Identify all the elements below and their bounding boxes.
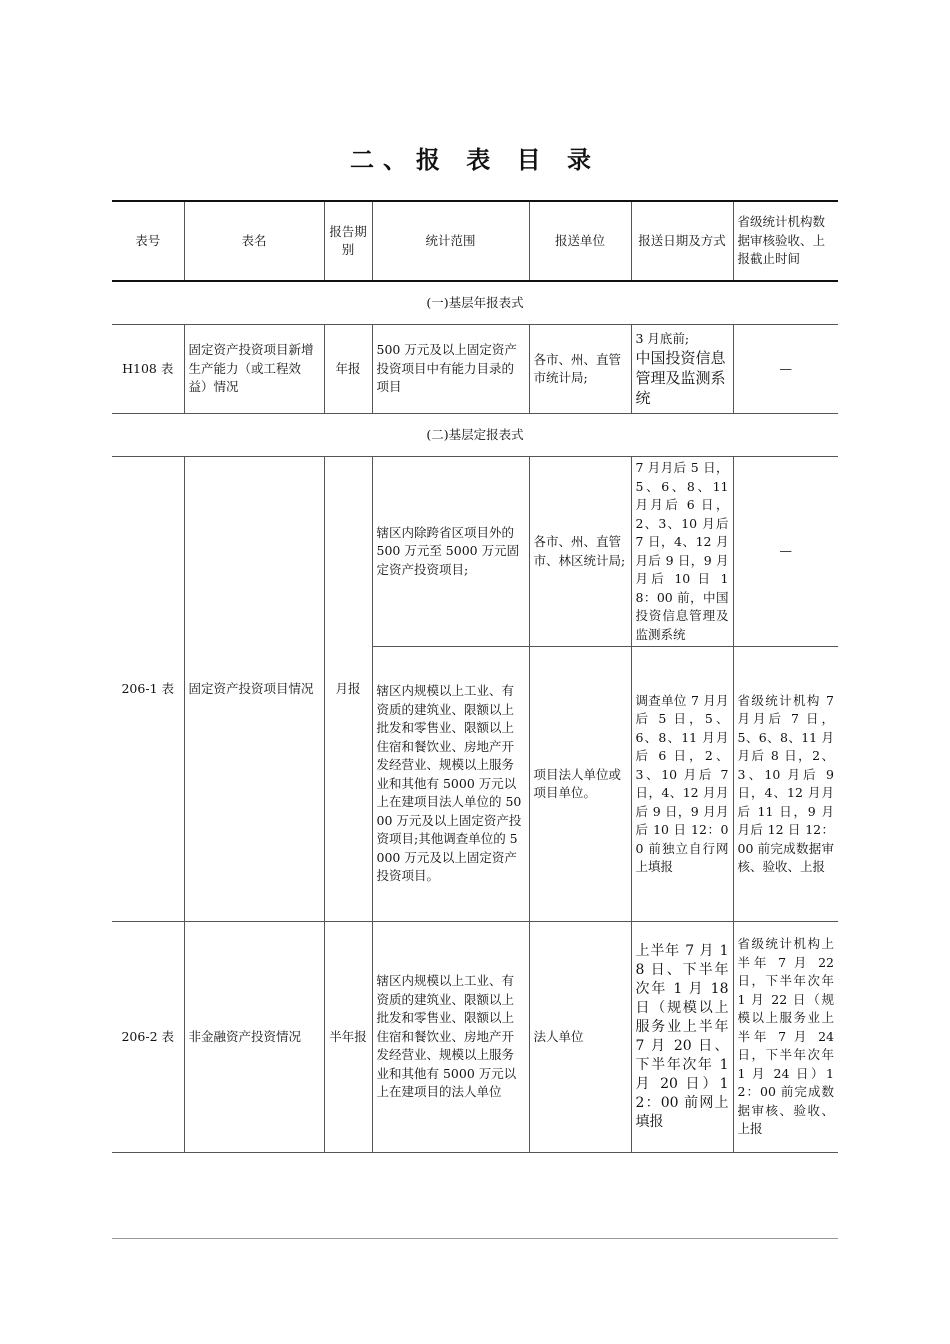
cell-period: 半年报 bbox=[324, 922, 372, 1153]
cell-review: — bbox=[733, 325, 838, 414]
header-review: 省级统计机构数据审核验收、上报截止时间 bbox=[733, 201, 838, 281]
cell-date bbox=[631, 325, 733, 414]
cell-date: 7 月月后 5 日，5、6、8、11 月月后 6 日，2、3、10 月后 7 日，4、12 月月后 9 日，9 月月后 10 日 18：00 前，中国投资信息管理及监测系统 bbox=[631, 457, 733, 647]
section-row-annual bbox=[112, 281, 838, 325]
cell-unit: 各市、州、直管市、林区统计局; bbox=[529, 457, 631, 647]
cell-review: — bbox=[733, 457, 838, 647]
cell-period: 月报 bbox=[324, 457, 372, 922]
cell-scope: 辖区内规模以上工业、有资质的建筑业、限额以上批发和零售业、限额以上住宿和餐饮业、房地产开发经营业、规模以上服务业和其他有 5000 万元以上在建项目法人单位的 5000 万元及以上固定资产投资项目;其他调查单位的 5000 万元及以上固定资产投资项目。 bbox=[372, 647, 529, 922]
cell-code: H108 表 bbox=[112, 325, 184, 414]
page-title: 二、报 表 目 录 bbox=[349, 146, 601, 174]
header-period: 报告期别 bbox=[324, 201, 372, 281]
cell-name: 非金融资产投资情况 bbox=[184, 922, 324, 1153]
table-header-row bbox=[112, 201, 838, 281]
cell-period: 年报 bbox=[324, 325, 372, 414]
cell-unit: 项目法人单位或项目单位。 bbox=[529, 647, 631, 922]
header-name: 表名 bbox=[184, 201, 324, 281]
section-title-annual: (一)基层年报表式 bbox=[112, 281, 838, 325]
cell-unit: 各市、州、直管市统计局; bbox=[529, 325, 631, 414]
section-row-regular bbox=[112, 414, 838, 457]
cell-scope: 辖区内规模以上工业、有资质的建筑业、限额以上批发和零售业、限额以上住宿和餐饮业、房地产开发经营业、规模以上服务业和其他有 5000 万元以上在建项目的法人单位 bbox=[372, 922, 529, 1153]
header-code: 表号 bbox=[112, 201, 184, 281]
cell-scope: 500 万元及以上固定资产投资项目中有能力目录的项目 bbox=[372, 325, 529, 414]
header-unit: 报送单位 bbox=[529, 201, 631, 281]
cell-date: 调查单位 7 月月后 5 日，5、6、8、11 月月后 6 日，2、3、10 月后 7 日，4、12 月月后 9 日，9 月月后 10 日 12：00 前独立自行网上填报 bbox=[631, 647, 733, 922]
report-catalog-table bbox=[112, 200, 838, 1153]
cell-code: 206-2 表 bbox=[112, 922, 184, 1153]
cell-review: 省级统计机构上半年 7 月 22 日，下半年次年 1 月 22 日（规模以上服务业上半年 7 月 24 日，下半年次年 1 月 24 日）12：00 前完成数据审核、验收、上报 bbox=[733, 922, 838, 1153]
cell-scope: 辖区内除跨省区项目外的 500 万元至 5000 万元固定资产投资项目; bbox=[372, 457, 529, 647]
cell-code: 206-1 表 bbox=[112, 457, 184, 922]
header-scope: 统计范围 bbox=[372, 201, 529, 281]
section-title-regular: (二)基层定报表式 bbox=[112, 414, 838, 457]
cell-name: 固定资产投资项目新增生产能力（或工程效益）情况 bbox=[184, 325, 324, 414]
footer-divider bbox=[112, 1238, 838, 1239]
cell-date-deadline: 3 月底前; bbox=[635, 330, 690, 346]
table-row bbox=[112, 457, 838, 647]
cell-name: 固定资产投资项目情况 bbox=[184, 457, 324, 922]
cell-date-method: 中国投资信息管理及监测系统 bbox=[635, 349, 726, 408]
table-row bbox=[112, 325, 838, 414]
cell-unit: 法人单位 bbox=[529, 922, 631, 1153]
cell-date: 上半年 7 月 18 日、下半年次年 1 月 18 日（规模以上服务业上半年 7 月 20 日、下半年次年 1 月 20 日）12：00 前网上填报 bbox=[631, 922, 733, 1153]
header-date: 报送日期及方式 bbox=[631, 201, 733, 281]
table-row bbox=[112, 922, 838, 1153]
cell-review: 省级统计机构 7 月月后 7 日，5、6、8、11 月月后 8 日，2、3、10 月后 9 日，4、12 月月后 11 日，9 月月后 12 日 12：00 前完成数据审核、验收、上报 bbox=[733, 647, 838, 922]
